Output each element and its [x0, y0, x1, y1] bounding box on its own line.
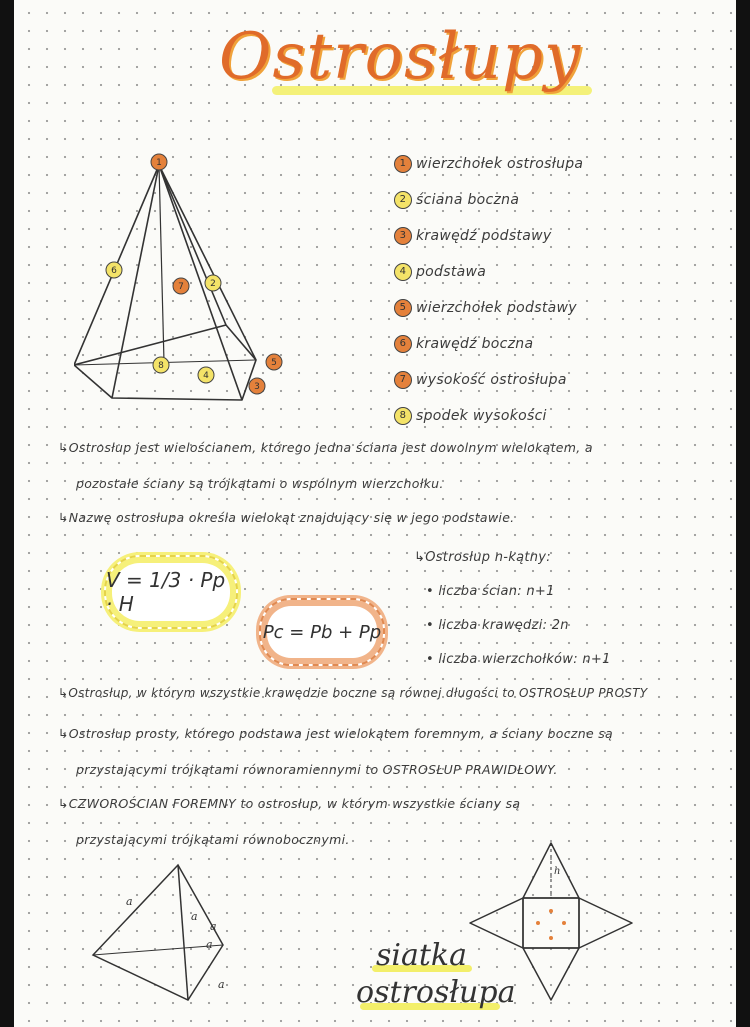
legend-item	[394, 398, 724, 434]
marker-3: 3	[254, 382, 260, 392]
definition-line: ↳Ostrosłup prosty, którego podstawa jest wielokątem foremnym, a ściany boczne są	[58, 726, 613, 741]
legend-text: wierzchołek podstawy	[416, 300, 577, 316]
edge-label: a	[126, 895, 133, 908]
legend-text: ściana boczna	[416, 192, 520, 208]
notebook-page	[14, 0, 736, 1027]
legend-item	[394, 254, 724, 290]
definition-line: pozostałe ściany są trójkątami o wspólnym wierzchołku.	[76, 476, 444, 491]
net-label-line2: ostrosłupa	[356, 975, 516, 1010]
ngon-facts	[414, 540, 674, 676]
number-badge: 1	[394, 155, 412, 173]
marker-6: 6	[111, 266, 117, 276]
definition-line: ↳Nazwę ostrosłupa określa wielokąt znajdujący się w jego podstawie.	[58, 510, 515, 525]
marker-7: 7	[178, 282, 184, 292]
volume-formula: V = 1/3 · Pp · H	[104, 555, 238, 629]
ngon-item: • liczba wierzchołków: n+1	[426, 651, 611, 667]
legend-item	[394, 290, 724, 326]
definition-line: przystającymi trójkątami równoramiennymi to OSTROSŁUP PRAWIDŁOWY.	[76, 762, 558, 777]
edge-label: a	[206, 938, 213, 951]
pyramid-diagram	[74, 150, 294, 410]
legend-item	[394, 362, 724, 398]
marker-8: 8	[158, 361, 164, 371]
legend-text: podstawa	[416, 264, 487, 280]
ngon-heading: ↳Ostrosłup n-kątny:	[414, 549, 551, 565]
number-badge: 4	[394, 263, 412, 281]
marker-4: 4	[203, 371, 209, 381]
edge-label: a	[210, 920, 217, 933]
legend-item	[394, 218, 724, 254]
legend-item	[394, 326, 724, 362]
pyramid-net-diagram	[468, 838, 638, 1008]
number-badge: 8	[394, 407, 412, 425]
height-label: h	[554, 866, 561, 877]
marker-1: 1	[156, 158, 162, 168]
marker-5: 5	[271, 358, 277, 368]
tetrahedron-diagram	[88, 860, 238, 1010]
legend-text: spodek wysokości	[416, 408, 547, 424]
legend-text: wysokość ostrosłupa	[416, 372, 567, 388]
edge-label: a	[191, 910, 198, 923]
legend-text: krawędź podstawy	[416, 228, 552, 244]
marker-2: 2	[210, 279, 216, 289]
number-badge: 5	[394, 299, 412, 317]
definition-line: ↳Ostrosłup, w którym wszystkie krawędzie boczne są równej długości to OSTROSŁUP PROSTY	[58, 686, 648, 700]
definition-line: ↳CZWOROŚCIAN FOREMNY to ostrosłup, w którym wszystkie ściany są	[58, 796, 521, 811]
legend-text: wierzchołek ostrosłupa	[416, 156, 584, 172]
number-badge: 2	[394, 191, 412, 209]
surface-area-formula: Pc = Pb + Pp	[259, 598, 385, 666]
ngon-item: • liczba ścian: n+1	[426, 583, 555, 599]
definition-line: ↳Ostrosłup jest wielościanem, którego jedna ściana jest dowolnym wielokątem, a	[58, 440, 593, 455]
definition-line: przystającymi trójkątami równobocznymi.	[76, 832, 350, 847]
ngon-item: • liczba krawędzi: 2n	[426, 617, 569, 633]
legend-list	[394, 146, 724, 434]
number-badge: 3	[394, 227, 412, 245]
net-label-line1: siatka	[376, 938, 467, 973]
page-title: Ostrosłupy	[219, 20, 582, 94]
legend-text: krawędź boczna	[416, 336, 534, 352]
legend-item	[394, 182, 724, 218]
legend-item	[394, 146, 724, 182]
edge-label: a	[218, 978, 225, 991]
number-badge: 7	[394, 371, 412, 389]
number-badge: 6	[394, 335, 412, 353]
